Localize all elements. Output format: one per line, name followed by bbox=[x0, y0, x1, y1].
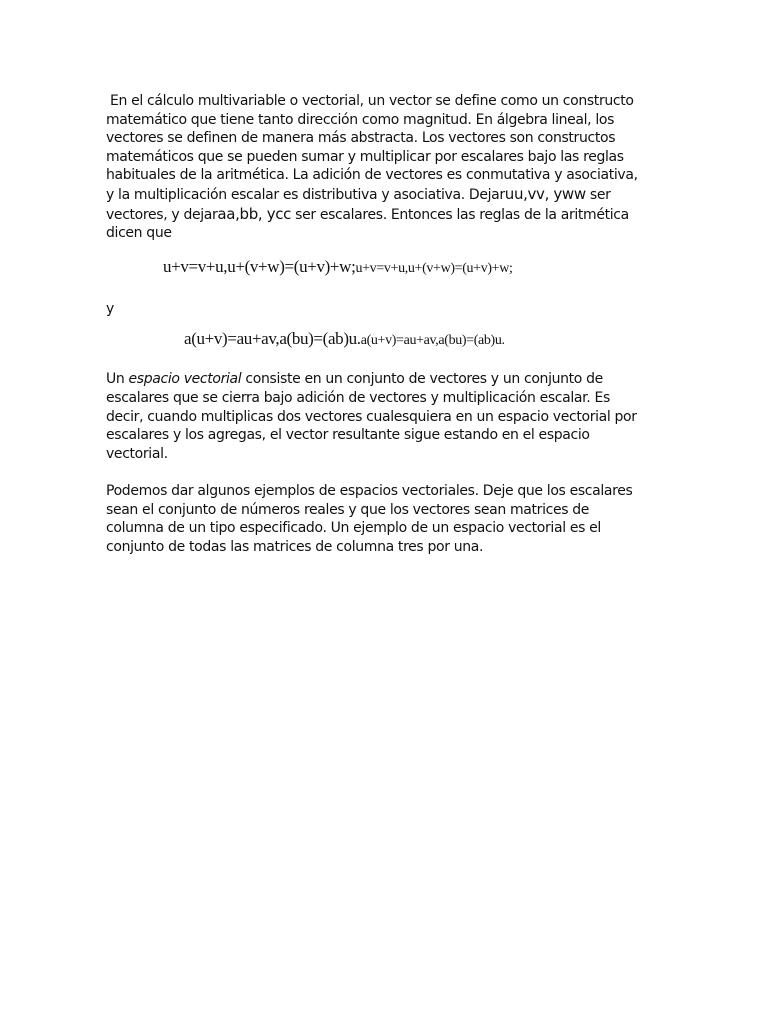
inline-math-vectors: uu,vv, yww bbox=[504, 184, 586, 203]
paragraph-intro-text-c: ser escalares. Entonces las reglas de la aritmética dicen que bbox=[106, 206, 629, 242]
equation-addition-rendered: u+v=v+u,u+(v+w)=(u+v)+w; bbox=[163, 256, 356, 276]
paragraph-vector-space-definition bbox=[106, 370, 646, 463]
paragraph-intro bbox=[106, 92, 646, 243]
equation-addition-fallback: u+v=v+u,u+(v+w)=(u+v)+w; bbox=[355, 260, 513, 276]
equation-scalar-rendered: a(u+v)=au+av,a(bu)=(ab)u. bbox=[184, 329, 361, 349]
equation-scalar-rules bbox=[106, 328, 646, 352]
conjunction-y: y bbox=[106, 300, 114, 317]
paragraph-definition-lead: Un bbox=[106, 371, 129, 388]
inline-math-scalars: aa,bb, ycc bbox=[217, 204, 292, 223]
paragraph-definition-rest: consiste en un conjunto de vectores y un conjunto de escalares que se cierra bajo adición de vectores y multiplicación escalar. Es decir, cuando multiplicas dos vectores cualesquiera en un espacio vectorial por escalares y los agregas, el vector resultante sigue estando en el espacio vectorial. bbox=[106, 371, 637, 462]
equation-addition-rules bbox=[106, 256, 646, 280]
paragraph-intro-text-a: En el cálculo multivariable o vectorial, un vector se define como un constructo matemático que tiene tanto dirección como magnitud. En álgebra lineal, los vectores se definen de manera más abstracta. Los vectores son constructos matemáticos que se pueden sumar y multiplicar por escalares bajo las reglas habituales de la aritmética. La adición de vectores es conmutativa y asociativa, y la multiplicación escalar es distributiva y asociativa. Dejar bbox=[106, 93, 638, 203]
paragraph-intro-text-b: ser vectores, y dejar bbox=[106, 186, 611, 223]
term-espacio-vectorial: espacio vectorial bbox=[128, 371, 242, 388]
paragraph-examples: Podemos dar algunos ejemplos de espacios vectoriales. Deje que los escalares sean el conjunto de números reales y que los vectores sean matrices de columna de un tipo especificado. Un ejemplo de un espacio vectorial es el conjunto de todas las matrices de columna tres por una. bbox=[106, 482, 633, 555]
equation-scalar-fallback: a(u+v)=au+av,a(bu)=(ab)u. bbox=[360, 333, 505, 349]
document-body bbox=[106, 92, 646, 556]
